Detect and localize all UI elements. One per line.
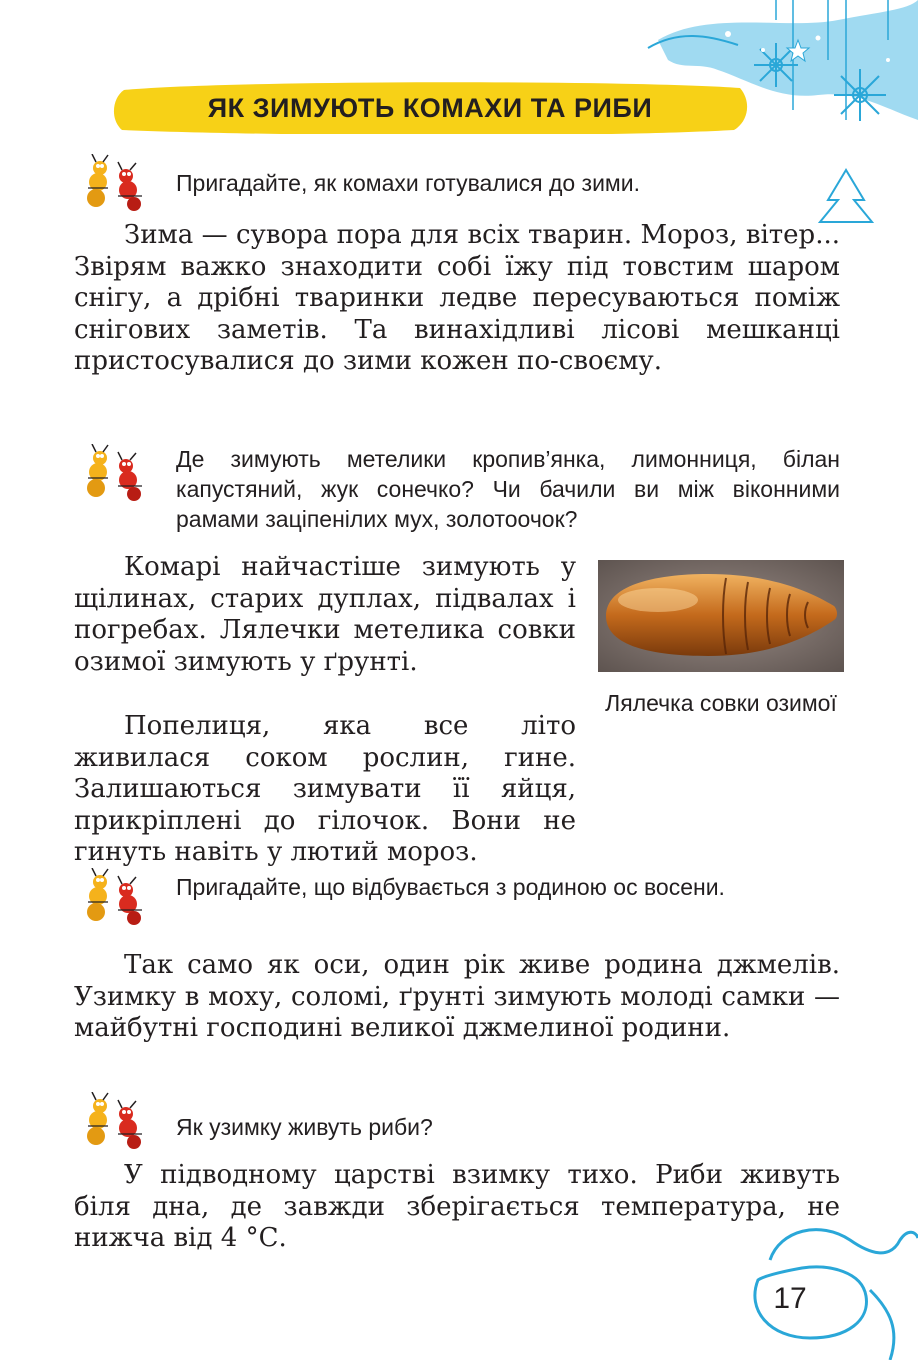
body-paragraph: Зима — сувора пора для всіх тварин. Мороз, вітер... Звірям важко знаходити собі їжу під товстим шаром снігу, а дрібні тваринки ледве пересуваються поміж снігових заметів. Та винахідливі лісові мешканці пристосувалися до зими кожен по-своєму.: [74, 220, 840, 376]
pupa-photo: [598, 560, 844, 672]
ants-icon: [82, 444, 150, 502]
question-prompt: Де зимують метелики кропив’янка, лимонниця, білан капустяний, жук сонечко? Чи бачили ви між віконними рамами заціпенілих мух, золотоочок?: [176, 446, 840, 532]
ants-icon: [82, 868, 150, 926]
question-prompt: Як узимку живуть риби?: [176, 1114, 433, 1140]
page-number: 17: [773, 1282, 807, 1315]
ants-icon: [82, 1092, 150, 1150]
body-paragraph: Попелиця, яка все літо живилася соком рослин, гине. Залишаються зимувати її яйця, прикріплені до гілочок. Вони не гинуть навіть у лютий мороз.: [74, 711, 576, 867]
ants-icon: [82, 154, 150, 212]
question-prompt: Пригадайте, як комахи готувалися до зими.: [176, 170, 640, 196]
body-paragraph: Комарі найчастіше зимують у щілинах, старих дуплах, підвалах і погребах. Лялечки метелика совки озимої зимують у ґрунті.: [74, 552, 576, 677]
body-paragraph: У підводному царстві взимку тихо. Риби живуть біля дна, де завжди зберігається температура, не нижча від 4 °С.: [74, 1160, 840, 1253]
page-title: ЯК ЗИМУЮТЬ КОМАХИ ТА РИБИ: [207, 92, 653, 123]
body-paragraph: Так само як оси, один рік живе родина джмелів. Узимку в моху, соломі, ґрунті зимують молоді самки — майбутні господині великої джмелиної родини.: [74, 950, 840, 1043]
question-prompt: Пригадайте, що відбувається з родиною ос восени.: [176, 874, 725, 900]
photo-caption: Лялечка совки озимої: [605, 690, 837, 716]
